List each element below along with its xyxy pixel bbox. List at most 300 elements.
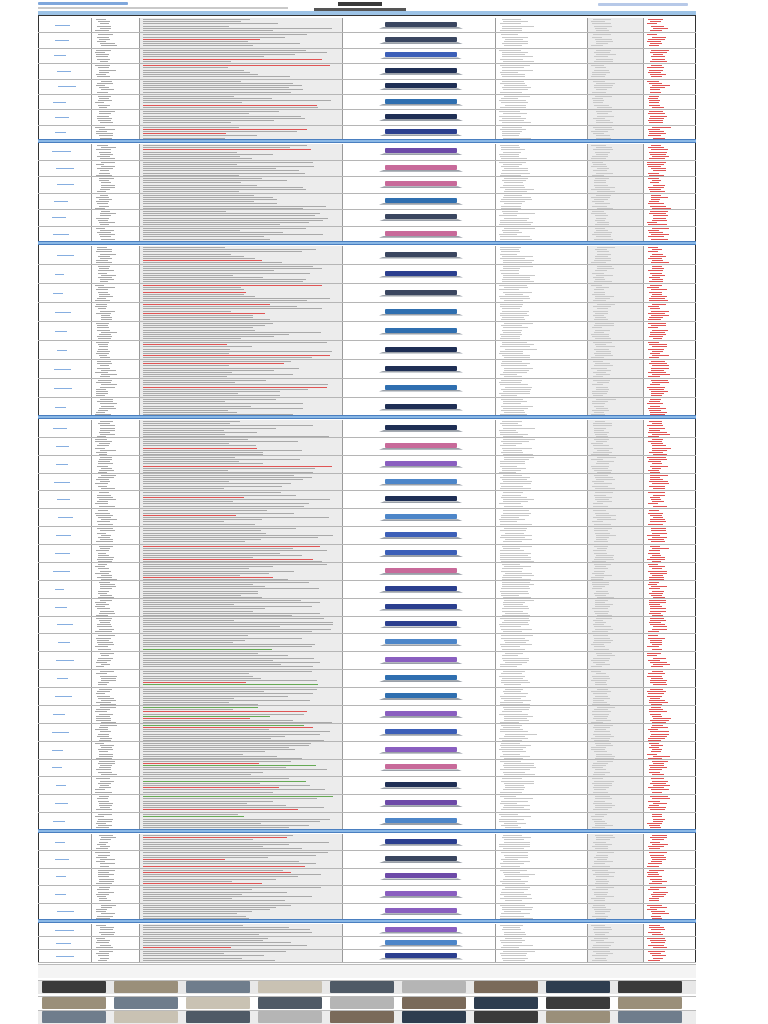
product-row: [38, 265, 696, 284]
footer-photo-thumbnail: [42, 1011, 106, 1023]
option-cell: [496, 322, 588, 340]
product-image-cell: [343, 420, 496, 437]
laptop-image: [385, 908, 457, 915]
product-image-cell: [343, 937, 496, 949]
price-cell: [588, 177, 644, 193]
option-cell: [496, 379, 588, 397]
section-header-bar: [38, 919, 696, 923]
laptop-image: [385, 309, 457, 316]
spec-cell: [140, 937, 343, 949]
laptop-image: [385, 550, 457, 557]
product-row: [38, 527, 696, 545]
discount-price-cell: [644, 360, 696, 378]
laptop-image: [385, 818, 457, 825]
discount-price-cell: [644, 777, 696, 794]
config-cell: [92, 322, 140, 340]
price-cell: [588, 360, 644, 378]
laptop-image: [385, 693, 457, 700]
discount-price-cell: [644, 95, 696, 109]
product-row: [38, 688, 696, 706]
price-cell: [588, 886, 644, 902]
product-row: [38, 834, 696, 851]
option-cell: [496, 777, 588, 794]
model-cell: [38, 813, 92, 830]
laptop-image: [385, 479, 457, 486]
spec-cell: [140, 144, 343, 160]
company-subtitle-bar: [38, 7, 288, 9]
product-image-cell: [343, 144, 496, 160]
model-cell: [38, 777, 92, 794]
product-row: [38, 456, 696, 474]
price-cell: [588, 742, 644, 759]
model-cell: [38, 706, 92, 723]
price-cell: [588, 80, 644, 94]
product-row: [38, 49, 696, 64]
product-row: [38, 869, 696, 886]
config-cell: [92, 303, 140, 321]
price-cell: [588, 398, 644, 416]
footer-notes-strip: [38, 964, 696, 978]
config-cell: [92, 64, 140, 78]
discount-price-cell: [644, 161, 696, 177]
laptop-image: [385, 927, 457, 934]
product-image-cell: [343, 724, 496, 741]
footer-photo-thumbnail: [474, 997, 538, 1009]
model-cell: [38, 360, 92, 378]
laptop-image: [385, 747, 457, 754]
price-cell: [588, 420, 644, 437]
product-row: [38, 886, 696, 903]
product-image-cell: [343, 126, 496, 140]
laptop-image: [385, 514, 457, 521]
footer-photo-thumbnail: [330, 981, 394, 993]
laptop-image: [385, 711, 457, 718]
option-cell: [496, 341, 588, 359]
footer-photo-thumbnail: [618, 997, 682, 1009]
product-row: [38, 652, 696, 670]
price-cell: [588, 904, 644, 920]
model-cell: [38, 398, 92, 416]
discount-price-cell: [644, 795, 696, 812]
laptop-image: [385, 729, 457, 736]
footer-photo-thumbnail: [258, 981, 322, 993]
spec-cell: [140, 194, 343, 210]
config-cell: [92, 456, 140, 473]
discount-price-cell: [644, 33, 696, 47]
spec-cell: [140, 474, 343, 491]
footer-photo-thumbnail: [114, 1011, 178, 1023]
model-cell: [38, 322, 92, 340]
model-cell: [38, 599, 92, 616]
spec-cell: [140, 33, 343, 47]
footer-photo-thumbnail: [114, 981, 178, 993]
product-row: [38, 341, 696, 360]
laptop-image: [385, 165, 457, 172]
spec-cell: [140, 527, 343, 544]
product-image-cell: [343, 398, 496, 416]
price-cell: [588, 634, 644, 651]
config-cell: [92, 379, 140, 397]
spec-cell: [140, 303, 343, 321]
spec-cell: [140, 545, 343, 562]
price-cell: [588, 474, 644, 491]
product-row: [38, 924, 696, 937]
laptop-image: [385, 404, 457, 411]
price-cell: [588, 834, 644, 850]
option-cell: [496, 210, 588, 226]
price-cell: [588, 563, 644, 580]
footer-photo-thumbnail: [474, 981, 538, 993]
config-cell: [92, 491, 140, 508]
option-cell: [496, 284, 588, 302]
footer-photo-thumbnail: [330, 997, 394, 1009]
product-image-cell: [343, 194, 496, 210]
footer-photo-thumbnail: [546, 1011, 610, 1023]
discount-price-cell: [644, 64, 696, 78]
discount-price-cell: [644, 834, 696, 850]
spec-cell: [140, 210, 343, 226]
product-image-cell: [343, 777, 496, 794]
spec-cell: [140, 438, 343, 455]
price-cell: [588, 706, 644, 723]
config-cell: [92, 438, 140, 455]
product-image-cell: [343, 49, 496, 63]
option-cell: [496, 652, 588, 669]
product-image-cell: [343, 851, 496, 867]
product-image-cell: [343, 360, 496, 378]
laptop-image: [385, 532, 457, 539]
price-cell: [588, 795, 644, 812]
product-row: [38, 360, 696, 379]
option-cell: [496, 456, 588, 473]
model-cell: [38, 581, 92, 598]
model-cell: [38, 937, 92, 949]
model-cell: [38, 177, 92, 193]
product-image-cell: [343, 742, 496, 759]
spec-cell: [140, 652, 343, 669]
product-image-cell: [343, 545, 496, 562]
product-image-cell: [343, 527, 496, 544]
option-cell: [496, 303, 588, 321]
footer-photo-thumbnail: [186, 1011, 250, 1023]
footer-photo-thumbnail: [618, 981, 682, 993]
spec-cell: [140, 581, 343, 598]
model-cell: [38, 303, 92, 321]
laptop-image: [385, 586, 457, 593]
product-image-cell: [343, 246, 496, 264]
model-cell: [38, 869, 92, 885]
discount-price-cell: [644, 563, 696, 580]
model-cell: [38, 652, 92, 669]
model-cell: [38, 341, 92, 359]
product-row: [38, 742, 696, 760]
laptop-image: [385, 99, 457, 106]
model-cell: [38, 670, 92, 687]
product-image-cell: [343, 177, 496, 193]
discount-price-cell: [644, 398, 696, 416]
model-cell: [38, 851, 92, 867]
option-cell: [496, 194, 588, 210]
product-image-cell: [343, 509, 496, 526]
product-image-cell: [343, 210, 496, 226]
discount-price-cell: [644, 80, 696, 94]
option-cell: [496, 80, 588, 94]
product-image-cell: [343, 474, 496, 491]
model-cell: [38, 904, 92, 920]
discount-price-cell: [644, 599, 696, 616]
discount-price-cell: [644, 688, 696, 705]
product-image-cell: [343, 18, 496, 32]
discount-price-cell: [644, 652, 696, 669]
product-row: [38, 950, 696, 963]
spec-cell: [140, 126, 343, 140]
config-cell: [92, 886, 140, 902]
spec-cell: [140, 742, 343, 759]
spec-cell: [140, 18, 343, 32]
model-cell: [38, 950, 92, 962]
config-cell: [92, 177, 140, 193]
footer-photo-thumbnail: [186, 997, 250, 1009]
spec-cell: [140, 904, 343, 920]
sheet-footer: [38, 964, 696, 1024]
discount-price-cell: [644, 886, 696, 902]
laptop-image: [385, 366, 457, 373]
product-row: [38, 599, 696, 617]
spec-cell: [140, 64, 343, 78]
footer-photo-thumbnail: [546, 981, 610, 993]
option-cell: [496, 33, 588, 47]
product-image-cell: [343, 379, 496, 397]
laptop-image: [385, 639, 457, 646]
laptop-image: [385, 37, 457, 44]
option-cell: [496, 49, 588, 63]
model-cell: [38, 834, 92, 850]
discount-price-cell: [644, 438, 696, 455]
discount-price-cell: [644, 760, 696, 777]
config-cell: [92, 398, 140, 416]
product-row: [38, 379, 696, 398]
discount-price-cell: [644, 18, 696, 32]
laptop-image: [385, 214, 457, 221]
laptop-image: [385, 764, 457, 771]
laptop-image: [385, 425, 457, 432]
config-cell: [92, 341, 140, 359]
discount-price-cell: [644, 126, 696, 140]
price-cell: [588, 937, 644, 949]
price-cell: [588, 341, 644, 359]
price-cell: [588, 924, 644, 936]
config-cell: [92, 80, 140, 94]
model-cell: [38, 617, 92, 634]
spec-cell: [140, 813, 343, 830]
model-cell: [38, 227, 92, 243]
product-row: [38, 760, 696, 778]
config-cell: [92, 777, 140, 794]
price-cell: [588, 194, 644, 210]
option-cell: [496, 398, 588, 416]
price-cell: [588, 303, 644, 321]
config-cell: [92, 360, 140, 378]
spec-cell: [140, 795, 343, 812]
laptop-image: [385, 568, 457, 575]
price-cell: [588, 599, 644, 616]
laptop-image: [385, 675, 457, 682]
price-cell: [588, 760, 644, 777]
footer-photo-thumbnail: [402, 1011, 466, 1023]
config-cell: [92, 563, 140, 580]
product-row: [38, 851, 696, 868]
laptop-image: [385, 114, 457, 121]
discount-price-cell: [644, 379, 696, 397]
price-cell: [588, 246, 644, 264]
config-cell: [92, 194, 140, 210]
product-row: [38, 80, 696, 95]
product-row: [38, 110, 696, 125]
config-cell: [92, 420, 140, 437]
product-row: [38, 33, 696, 48]
option-cell: [496, 246, 588, 264]
discount-price-cell: [644, 322, 696, 340]
laptop-image: [385, 290, 457, 297]
price-cell: [588, 322, 644, 340]
option-cell: [496, 688, 588, 705]
product-image-cell: [343, 904, 496, 920]
option-cell: [496, 950, 588, 962]
model-cell: [38, 924, 92, 936]
spec-cell: [140, 869, 343, 885]
spec-cell: [140, 95, 343, 109]
option-cell: [496, 760, 588, 777]
laptop-image: [385, 496, 457, 503]
discount-price-cell: [644, 110, 696, 124]
discount-price-cell: [644, 194, 696, 210]
spec-cell: [140, 617, 343, 634]
option-cell: [496, 886, 588, 902]
spec-cell: [140, 49, 343, 63]
spec-cell: [140, 80, 343, 94]
option-cell: [496, 634, 588, 651]
spec-cell: [140, 509, 343, 526]
price-cell: [588, 210, 644, 226]
config-cell: [92, 688, 140, 705]
config-cell: [92, 742, 140, 759]
laptop-image: [385, 873, 457, 880]
price-cell: [588, 110, 644, 124]
laptop-image: [385, 891, 457, 898]
price-cell: [588, 227, 644, 243]
laptop-image: [385, 385, 457, 392]
spec-cell: [140, 379, 343, 397]
product-image-cell: [343, 95, 496, 109]
product-row: [38, 420, 696, 438]
laptop-image: [385, 940, 457, 947]
option-cell: [496, 438, 588, 455]
model-cell: [38, 64, 92, 78]
laptop-image: [385, 800, 457, 807]
discount-price-cell: [644, 49, 696, 63]
option-cell: [496, 581, 588, 598]
price-cell: [588, 545, 644, 562]
footer-photo-thumbnail: [402, 997, 466, 1009]
spec-cell: [140, 777, 343, 794]
discount-price-cell: [644, 924, 696, 936]
option-cell: [496, 670, 588, 687]
spec-cell: [140, 322, 343, 340]
laptop-image: [385, 68, 457, 75]
model-cell: [38, 491, 92, 508]
spec-cell: [140, 398, 343, 416]
model-cell: [38, 246, 92, 264]
spec-cell: [140, 834, 343, 850]
option-cell: [496, 18, 588, 32]
price-cell: [588, 869, 644, 885]
product-row: [38, 303, 696, 322]
footer-photo-thumbnail: [114, 997, 178, 1009]
product-image-cell: [343, 284, 496, 302]
product-image-cell: [343, 491, 496, 508]
laptop-image: [385, 271, 457, 278]
discount-price-cell: [644, 177, 696, 193]
product-image-cell: [343, 80, 496, 94]
discount-price-cell: [644, 491, 696, 508]
config-cell: [92, 760, 140, 777]
product-image-cell: [343, 924, 496, 936]
product-image-cell: [343, 265, 496, 283]
config-cell: [92, 581, 140, 598]
model-cell: [38, 95, 92, 109]
option-cell: [496, 563, 588, 580]
config-cell: [92, 937, 140, 949]
product-image-cell: [343, 303, 496, 321]
config-cell: [92, 49, 140, 63]
price-cell: [588, 379, 644, 397]
price-cell: [588, 688, 644, 705]
option-cell: [496, 617, 588, 634]
product-row: [38, 795, 696, 813]
laptop-image: [385, 129, 457, 136]
price-cell: [588, 670, 644, 687]
product-row: [38, 937, 696, 950]
config-cell: [92, 634, 140, 651]
model-cell: [38, 456, 92, 473]
config-cell: [92, 652, 140, 669]
option-cell: [496, 869, 588, 885]
product-row: [38, 18, 696, 33]
product-image-cell: [343, 227, 496, 243]
option-cell: [496, 227, 588, 243]
option-cell: [496, 724, 588, 741]
model-cell: [38, 33, 92, 47]
config-cell: [92, 924, 140, 936]
price-cell: [588, 438, 644, 455]
discount-price-cell: [644, 303, 696, 321]
config-cell: [92, 227, 140, 243]
config-cell: [92, 161, 140, 177]
model-cell: [38, 379, 92, 397]
footer-photo-thumbnail: [258, 1011, 322, 1023]
discount-price-cell: [644, 851, 696, 867]
product-row: [38, 474, 696, 492]
product-image-cell: [343, 706, 496, 723]
option-cell: [496, 834, 588, 850]
product-image-cell: [343, 950, 496, 962]
spec-cell: [140, 246, 343, 264]
model-cell: [38, 509, 92, 526]
option-cell: [496, 126, 588, 140]
product-row: [38, 724, 696, 742]
config-cell: [92, 144, 140, 160]
product-image-cell: [343, 581, 496, 598]
